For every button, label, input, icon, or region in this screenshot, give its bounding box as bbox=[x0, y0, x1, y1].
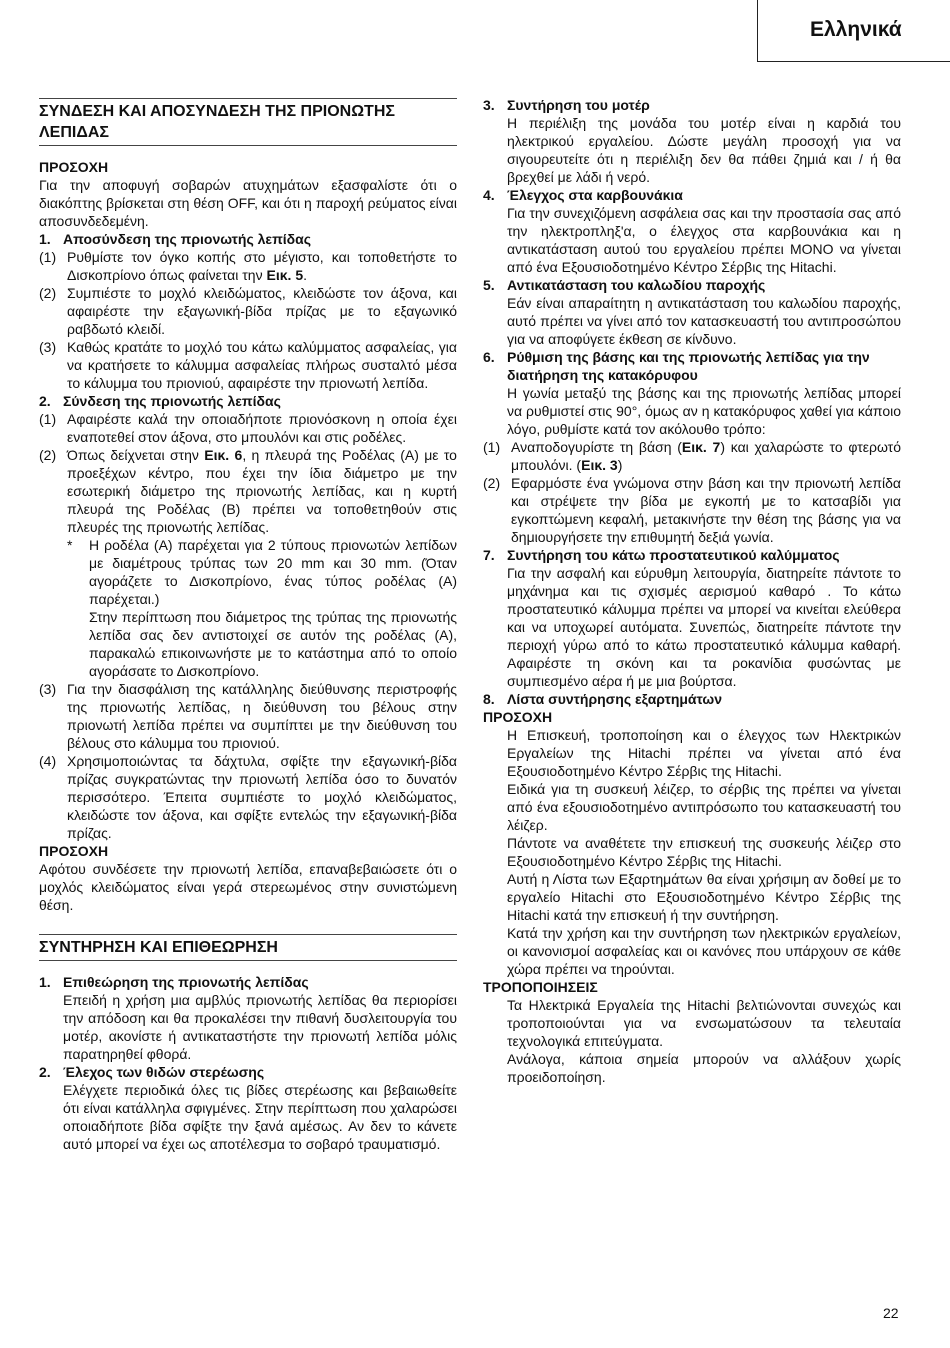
note-text: Η ροδέλα (A) παρέχεται για 2 τύπους πριονωτών λεπίδων με διαμέτρους τρύπας των 20 mm και 30 mm. (Όταν αγοράζετε το Δισκοπρίονο, ένας τύπος ροδέλας (A) παρέχεται.) bbox=[89, 537, 457, 607]
item-text: ) και χαλαρώστε το φτερωτό μπουλόνι. ( bbox=[511, 439, 901, 473]
step-title: Αντικατάσταση του καλωδίου παροχής bbox=[507, 277, 766, 293]
step-title: Σύνδεση της πριονωτής λεπίδας bbox=[63, 393, 281, 409]
caution-heading: ΠΡΟΣΟΧΗ bbox=[39, 843, 109, 859]
step-heading bbox=[483, 186, 901, 204]
figure-ref: Εικ. 3 bbox=[581, 457, 618, 473]
step-number: 3. bbox=[483, 97, 495, 113]
list-item bbox=[483, 438, 901, 474]
language-tab bbox=[757, 0, 950, 62]
step-title: Συντήρηση του κάτω προστατευτικού καλύμματος bbox=[507, 547, 840, 563]
step-number: 1. bbox=[39, 231, 51, 247]
page-number: 22 bbox=[883, 1305, 899, 1321]
step-text: Εάν είναι απαραίτητη η αντικατάσταση του καλωδίου παροχής, αυτό πρέπει να γίνει από τον κατασκευαστή του αντιπροσώπου για να αποφύγετε έκθεση σε κίνδυνο. bbox=[507, 295, 901, 347]
caution-text: Αυτή η Λίστα των Εξαρτημάτων θα είναι χρήσιμη αν δοθεί με το εργαλείο Hitachi στο Εξουσιοδοτημένο Κέντρο Σέρβις της Hitachi κατά την επισκευή ή την συντήρηση. bbox=[507, 871, 901, 923]
step-heading bbox=[39, 1063, 457, 1081]
step-number: 2. bbox=[39, 1064, 51, 1080]
step-title: Επιθεώρηση της πριονωτής λεπίδας bbox=[63, 974, 309, 990]
note-text: Στην περίπτωση που διάμετρος της τρύπας της πριονωτής λεπίδα σας δεν αντιστοιχεί σε αυτόν της ροδέλας (A), παρακαλώ επικοινωνήστε με το κατάστημα από το οποίο αγοράσατε το Δισκοπρίονο. bbox=[89, 609, 457, 679]
step-heading bbox=[39, 973, 457, 991]
step-number: 6. bbox=[483, 349, 495, 365]
list-item bbox=[39, 284, 457, 338]
asterisk: * bbox=[67, 537, 73, 553]
item-text: Αφαιρέστε καλά την οποιαδήποτε πριονόσκονη η οποία έχει εναποτεθεί στον άξονα, στο μπουλόνι και στις ροδέλες. bbox=[67, 411, 457, 445]
step-text: Για την συνεχιζόμενη ασφάλεια σας και την προστασία σας από την ηλεκτροπληξ'α, ο έλεγχος στα καρβουνάκια και η αντικατάσταση αυτού του εργαλείου πρέπει ΜΟΝΟ να γίνεται από ένα Εξουσιοδοτημένο Κέντρο Σέρβις της Hitachi. bbox=[507, 205, 901, 275]
step-number: 7. bbox=[483, 547, 495, 563]
step-heading bbox=[483, 348, 901, 384]
list-item bbox=[483, 474, 901, 546]
step-text: Για την ασφαλή και εύρυθμη λειτουργία, διατηρείτε πάντοτε το μηχάνημα και τις σχισμές αερισμού καθαρό . Το κάτω προστατευτικό κάλυμμα πρέπει να μπορεί να κινείται ελεύθερα και να υποχωρεί αυτόματα. Συνεπώς, διατηρείτε πάντοτε την περιοχή γύρω από το κάτω προστατευτικό κάλυμμα καθαρή. Αφαιρέστε τη σκόνη και τα ροκανίδια φυσώντας με συμπιεσμένο αέρα ή με μια βούρτσα. bbox=[507, 565, 901, 689]
step-heading bbox=[483, 546, 901, 564]
step-heading bbox=[483, 276, 901, 294]
note-item bbox=[39, 536, 457, 680]
list-item bbox=[39, 338, 457, 392]
caution-heading: ΠΡΟΣΟΧΗ bbox=[39, 159, 109, 175]
section-title-blade: ΣΥΝΔΕΣΗ ΚΑΙ ΑΠΟΣΥΝΔΕΣΗ ΤΗΣ ΠΡΙΟΝΩΤΗΣ ΛΕΠΙΔΑΣ bbox=[39, 98, 457, 146]
step-number: 1. bbox=[39, 974, 51, 990]
list-item bbox=[39, 446, 457, 536]
item-text: ) bbox=[617, 457, 623, 473]
step-text: Η περιέλιξη της μονάδα του μοτέρ είναι η καρδιά του ηλεκτρικού εργαλείου. Δώστε μεγάλη προσοχή για να σιγουρευτείτε ότι η περιέλιξη δεν θα πάθει ζημιά και / ή θα βρεχθεί με λάδι ή νερό. bbox=[507, 115, 901, 185]
item-number: (2) bbox=[39, 285, 57, 301]
figure-ref: Εικ. 5 bbox=[266, 267, 304, 283]
language-label: Ελληνικά bbox=[810, 18, 902, 41]
step-text: Επειδή η χρήση μια αμβλύς πριονωτής λεπίδας θα περιορίσει την απόδοση και θα προκαλέσει την πιθανή δυσλειτουργία του μοτέρ, ακονίστε ή αντικαταστήστε την πριονωτή λεπίδα μόλις παρατηρηθεί φθορά. bbox=[63, 992, 457, 1062]
item-text: Όπως δείχνεται στην bbox=[67, 447, 205, 463]
step-title: Συντήρηση του μοτέρ bbox=[507, 97, 650, 113]
step-number: 2. bbox=[39, 393, 51, 409]
step-text: Ελέγχετε περιοδικά όλες τις βίδες στερέωσης και βεβαιωθείτε ότι είναι κατάλληλα σφιγμένες. Στην περίπτωση που χαλαρώσει οποιαδήποτε βίδα σφίξτε την ξανά αμέσως. Αν δεν το κάνετε αυτό μπορεί να έχει ως αποτέλεσμα το σοβαρό τραυματισμό. bbox=[63, 1082, 457, 1152]
item-number: (4) bbox=[39, 753, 57, 769]
caution-heading: ΠΡΟΣΟΧΗ bbox=[483, 709, 553, 725]
item-text: Ρυθμίστε τον όγκο κοπής στο μέγιστο, και τοποθετήστε το Δισκοπρίονο όπως φαίνεται την bbox=[67, 249, 457, 283]
list-item bbox=[39, 752, 457, 842]
list-item bbox=[39, 248, 457, 284]
caution-text: Ειδικά για τη συσκευή λέιζερ, το σέρβις της πρέπει να γίνεται από ένα εξουσιοδοτημένο αντιπρόσωπο του κατασκευαστή του λέιζερ. bbox=[507, 781, 901, 833]
left-column bbox=[39, 98, 457, 1153]
modifications-text: Τα Ηλεκτρικά Εργαλεία της Hitachi βελτιώνονται συνεχώς και τροποποιούνται για να ενσωματώσουν τα τελευταία τεχνολογικά επιτεύγματα. bbox=[507, 997, 901, 1049]
step-heading bbox=[39, 392, 457, 410]
right-column bbox=[483, 96, 901, 1086]
step-title: Έλεχος των θιδών στερέωσης bbox=[63, 1064, 265, 1080]
section-title-maintenance: ΣΥΝΤΗΡΗΣΗ ΚΑΙ ΕΠΙΘΕΩΡΗΣΗ bbox=[39, 934, 457, 961]
item-number: (3) bbox=[39, 681, 57, 697]
item-text: Συμπιέστε το μοχλό κλειδώματος, κλειδώστε τον άξονα, και αφαιρέστε την εξαγωνική-βίδα πρίζας με το εξαγωνικό ραβδωτό κλειδί. bbox=[67, 285, 457, 337]
item-number: (3) bbox=[39, 339, 57, 355]
step-title: Έλεγχος στα καρβουνάκια bbox=[507, 187, 683, 203]
step-title: Αποσύνδεση της πριονωτής λεπίδας bbox=[63, 231, 312, 247]
caution-text: Η Επισκευή, τροποποίηση και ο έλεγχος των Ηλεκτρικών Εργαλείων της Hitachi πρέπει να γίνεται από ένα Εξουσιοδοτημένο Κέντρο Σέρβις της Hitachi. bbox=[507, 727, 901, 779]
item-text: . bbox=[303, 267, 307, 283]
step-text: Η γωνία μεταξύ της βάσης και της πριονωτής λεπίδας μπορεί να ρυθμιστεί στις 90°, όμως αν η κατακόρυφος χαθεί για κάποιο λόγο, ρυθμίστε κατά τον ακόλουθο τρόπο: bbox=[507, 385, 901, 437]
figure-ref: Εικ. 6 bbox=[204, 447, 243, 463]
item-number: (2) bbox=[483, 475, 501, 491]
item-text: Για την διασφάλιση της κατάλληλης διεύθυνσης περιστροφής της πριονωτής λεπίδας, η διεύθυνση του βέλους στην πριονωτή λεπίδα πρέπει να συμπίπτει με την διεύθυνση του βέλους στο κάλυμμα του πριονιού. bbox=[67, 681, 457, 751]
item-number: (1) bbox=[39, 249, 57, 265]
step-heading bbox=[39, 230, 457, 248]
item-text: Χρησιμοποιώντας τα δάχτυλα, σφίξτε την εξαγωνική-βίδα πρίζας συγκρατώντας την πριονωτή λεπίδα όσο το δυνατόν περισσότερο. Έπειτα συμπιέστε το μοχλό κλειδώματος, κλειδώστε τον άξονα, και σφίξτε εντελώς την εξαγωνική-βίδα πρίζας. bbox=[67, 753, 457, 841]
modifications-text: Ανάλογα, κάποια σημεία μπορούν να αλλάξουν χωρίς προειδοποίηση. bbox=[507, 1051, 901, 1085]
item-number: (2) bbox=[39, 447, 57, 463]
figure-ref: Εικ. 7 bbox=[681, 439, 721, 455]
list-item bbox=[39, 680, 457, 752]
modifications-heading: ΤΡΟΠΟΠΟΙΗΣΕΙΣ bbox=[483, 979, 598, 995]
step-number: 4. bbox=[483, 187, 495, 203]
step-title: Ρύθμιση της βάσης και της πριονωτής λεπίδας για την διατήρηση της κατακόρυφου bbox=[507, 349, 870, 383]
item-number: (1) bbox=[483, 439, 501, 455]
step-title: Λίστα συντήρησης εξαρτημάτων bbox=[507, 691, 723, 707]
item-number: (1) bbox=[39, 411, 57, 427]
list-item bbox=[39, 410, 457, 446]
step-heading bbox=[483, 690, 901, 708]
item-text: , η πλευρά της Ροδέλας (A) με το προεξέχων κέντρο, που έχει την ίδια διάμετρο με την εσωτερική διάμετρο της πριονωτής λεπίδας, και η κυρτή πλευρά της Ροδέλας (B) πρέπει να τοποθετηθούν στις πλευρές της πριονωτής λεπίδας. bbox=[67, 447, 457, 535]
item-text: Αναποδογυρίστε τη βάση ( bbox=[511, 439, 682, 455]
caution-text: Αφότου συνδέσετε την πριονωτή λεπίδα, επαναβεβαιώσετε ότι ο μοχλός κλειδώματος είναι γερά στερεωμένος στην συνιστώμενη θέση. bbox=[39, 861, 457, 913]
step-heading bbox=[483, 96, 901, 114]
caution-text: Πάντοτε να αναθέτετε την επισκευή της συσκευής λέιζερ στο Εξουσιοδοτημένο Κέντρο Σέρβις της Hitachi. bbox=[507, 835, 901, 869]
step-number: 8. bbox=[483, 691, 495, 707]
caution-text: Κατά την χρήση και την συντήρηση των ηλεκτρικών εργαλείων, οι κανονισμοί ασφαλείας και οι κανόνες που υπάρχουν σε κάθε χώρα πρέπει να τηρούνται. bbox=[507, 925, 901, 977]
step-number: 5. bbox=[483, 277, 495, 293]
item-text: Καθώς κρατάτε το μοχλό του κάτω καλύμματος ασφαλείας, για να κρατήσετε το κάλυμμα ασφαλείας πλήρως συσταλτό μέσα το κάλυμμα του πριονιού, αφαιρέστε την πριονωτή λεπίδα. bbox=[67, 339, 457, 391]
caution-text: Για την αποφυγή σοβαρών ατυχημάτων εξασφαλίστε ότι ο διακόπτης βρίσκεται στη θέση OFF, και ότι η παροχή ρεύματος είναι αποσυνδεδεμένη. bbox=[39, 177, 457, 229]
item-text: Εφαρμόστε ένα γνώμονα στην βάση και την πριονωτή λεπίδα και στρέψετε την βίδα με εγκοπή με το κατσαβίδι για εγκοπτώμενη κεφαλή, μετακινήστε την θέση της βάσης για να δημιουργήσετε την επιθυμητή δεξιά γωνία. bbox=[511, 475, 901, 545]
